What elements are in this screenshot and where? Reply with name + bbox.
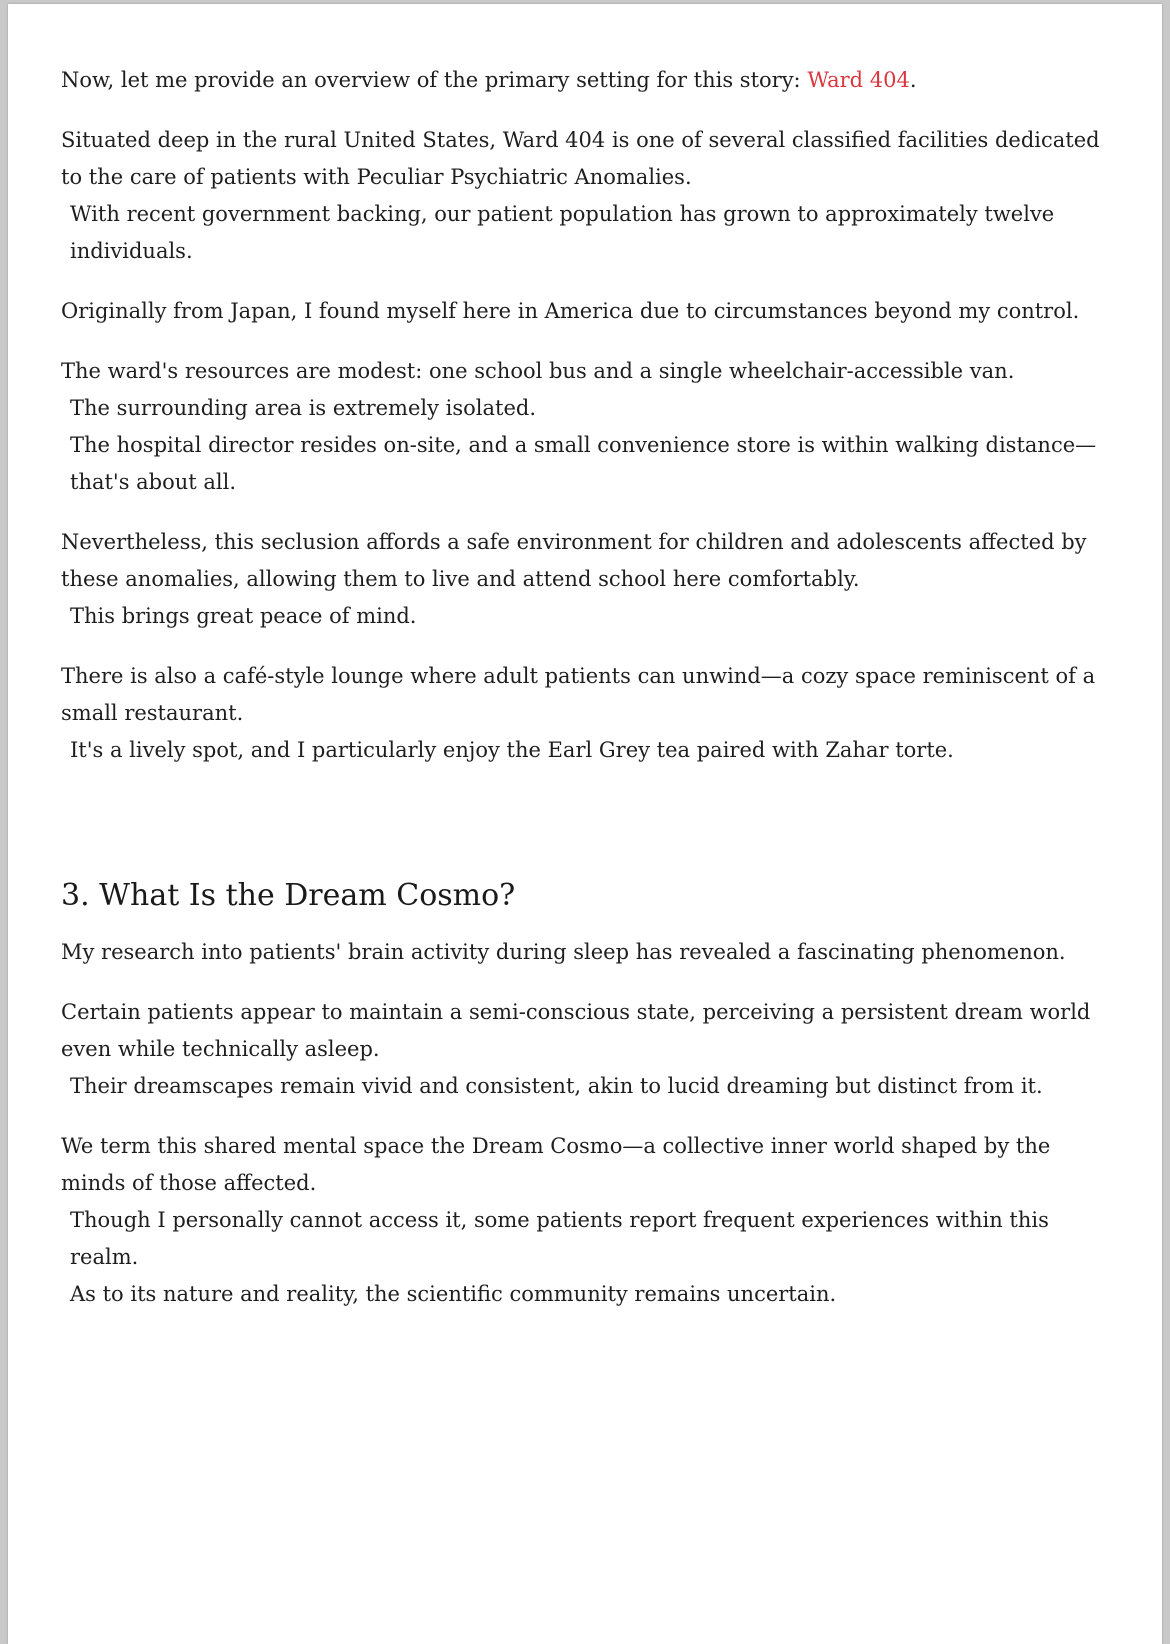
paragraph-line: Though I personally cannot access it, some patients report frequent experiences within this realm. <box>70 1208 1049 1269</box>
paragraph-line: We term this shared mental space the Dream Cosmo—a collective inner world shaped by the minds of those affected. <box>61 1134 1051 1195</box>
heading-spacer <box>61 916 1111 934</box>
paragraph-line: With recent government backing, our patient population has grown to approximately twelve individuals. <box>70 202 1055 263</box>
paragraph-line: The hospital director resides on-site, and a small convenience store is within walking distance—that's about all. <box>70 433 1097 494</box>
paragraph-origin <box>61 293 1111 330</box>
section-spacer <box>61 792 1111 876</box>
paragraph-line: Originally from Japan, I found myself here in America due to circumstances beyond my control. <box>61 299 1080 323</box>
paragraph-line: This brings great peace of mind. <box>70 604 417 628</box>
intro-end: . <box>909 68 917 92</box>
paragraph-line: There is also a café-style lounge where adult patients can unwind—a cozy space reminiscent of a small restaurant. <box>61 664 1096 725</box>
paragraph-line: Nevertheless, this seclusion affords a safe environment for children and adolescents affected by these anomalies, allowing them to live and attend school here comfortably. <box>61 530 1087 591</box>
ward-404-highlight: Ward 404 <box>807 68 910 92</box>
paragraph-resources <box>61 353 1111 501</box>
intro-text: Now, let me provide an overview of the primary setting for this story: <box>61 68 808 92</box>
document-page <box>8 4 1162 1644</box>
paragraph-seclusion <box>61 524 1111 635</box>
paragraph-lounge <box>61 658 1111 769</box>
document-body <box>61 62 1111 1336</box>
intro-paragraph <box>61 62 1111 99</box>
section-heading: 3. What Is the Dream Cosmo? <box>61 878 516 913</box>
paragraph-line: Their dreamscapes remain vivid and consistent, akin to lucid dreaming but distinct from it. <box>70 1074 1043 1098</box>
paragraph-line: Certain patients appear to maintain a semi-conscious state, perceiving a persistent dream world even while technically asleep. <box>61 1000 1091 1061</box>
paragraph-line: Situated deep in the rural United States, Ward 404 is one of several classified facilities dedicated to the care of patients with Peculiar Psychiatric Anomalies. <box>61 128 1100 189</box>
paragraph-line: The surrounding area is extremely isolated. <box>70 396 536 420</box>
paragraph-dream-cosmo <box>61 1128 1111 1313</box>
paragraph-semi-conscious <box>61 994 1111 1105</box>
paragraph-line: It's a lively spot, and I particularly enjoy the Earl Grey tea paired with Zahar torte. <box>70 738 954 762</box>
paragraph-location <box>61 122 1111 270</box>
paragraph-line: My research into patients' brain activity during sleep has revealed a fascinating phenomenon. <box>61 940 1066 964</box>
paragraph-line: The ward's resources are modest: one school bus and a single wheelchair-accessible van. <box>61 359 1015 383</box>
paragraph-line: As to its nature and reality, the scientific community remains uncertain. <box>70 1282 837 1306</box>
paragraph-research <box>61 934 1111 971</box>
